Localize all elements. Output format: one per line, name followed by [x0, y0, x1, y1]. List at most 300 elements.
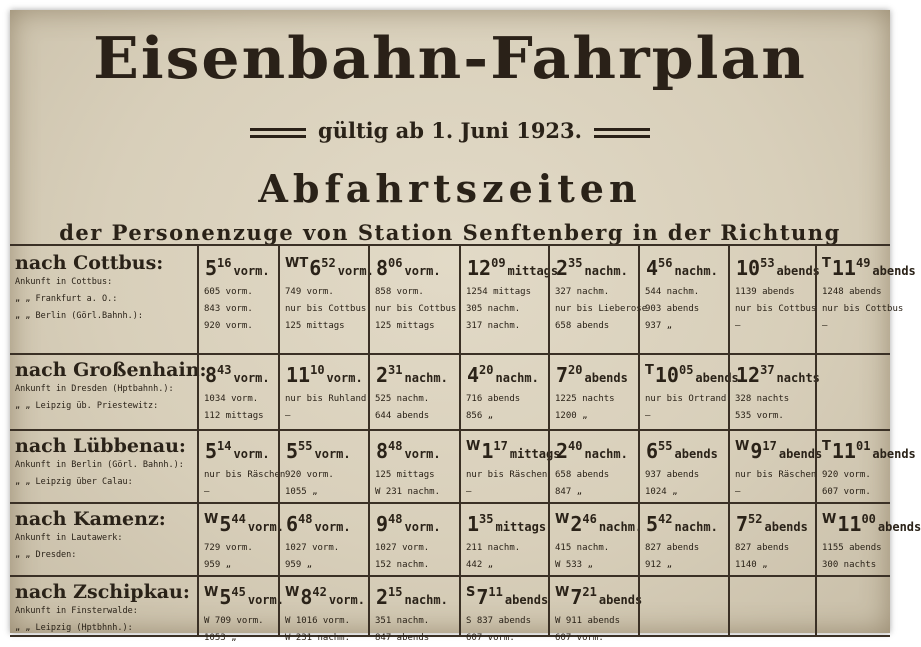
- time-of-day: vorm.: [314, 447, 351, 461]
- arrival-time: nur bis Lieberose: [555, 304, 648, 314]
- arrival-time: 607 vorm.: [466, 633, 515, 643]
- page-title: Eisenbahn-Fahrplan: [93, 25, 807, 93]
- arrival-time: 112 mittags: [204, 411, 264, 421]
- departure-hour: 8: [376, 439, 389, 463]
- departure-cell: [548, 502, 643, 575]
- departure-minute: 55: [658, 439, 673, 453]
- arrival-time: 300 nachts: [822, 560, 877, 570]
- departure-minute: 56: [658, 256, 673, 270]
- departure-cell: [459, 246, 559, 353]
- arrival-time: nur bis Räschen: [204, 470, 286, 480]
- arrival-time: 847 abends: [375, 633, 430, 643]
- departure-minute: 01: [855, 439, 871, 453]
- departure-time: [735, 585, 812, 613]
- destination-block: [15, 429, 193, 502]
- time-of-day: abends: [598, 593, 643, 607]
- departure-time: [285, 439, 365, 467]
- departure-time: [735, 512, 812, 540]
- departure-minute: 20: [479, 363, 494, 377]
- arrival-time: 1140 „: [735, 560, 768, 570]
- departure-cell: [197, 575, 284, 643]
- validity-line: [10, 118, 890, 143]
- arrival-time: —: [735, 487, 741, 497]
- departure-time: [375, 439, 456, 467]
- departure-hour: 12: [736, 363, 761, 387]
- departure-time: [555, 256, 635, 284]
- departure-hour: 7: [570, 585, 583, 609]
- arrival-time: 305 nachm.: [466, 304, 521, 314]
- service-mark: T: [645, 363, 654, 378]
- departure-minute: 11: [488, 585, 503, 599]
- arrival-time: 729 vorm.: [204, 543, 253, 553]
- arrival-time: —: [822, 321, 828, 331]
- time-of-day: abends: [764, 520, 808, 534]
- departure-minute: 45: [231, 585, 246, 599]
- departure-cell: [728, 575, 815, 635]
- departure-cell: [815, 575, 890, 635]
- timetable-row: [10, 353, 890, 431]
- departure-minute: 53: [760, 256, 775, 270]
- departure-time: [285, 256, 374, 284]
- arrival-time: S 837 abends: [466, 616, 532, 626]
- service-mark: W: [822, 512, 837, 527]
- departure-hour: 11: [831, 439, 856, 463]
- arrival-label: Ankunft in Dresden (Hptbahnh.):: [15, 384, 174, 394]
- departure-cell: [278, 353, 368, 429]
- departure-time: [555, 439, 635, 467]
- departure-minute: 48: [298, 512, 313, 526]
- arrival-time: 1254 mittags: [466, 287, 532, 297]
- arrival-time: 658 abends: [555, 470, 610, 480]
- arrival-time: W 1016 vorm.: [285, 616, 351, 626]
- arrival-label: Ankunft in Cottbus:: [15, 277, 113, 287]
- arrival-time: 1024 „: [645, 487, 678, 497]
- arrival-time: 843 vorm.: [204, 304, 253, 314]
- departure-hour: 8: [300, 585, 313, 609]
- arrival-label: „ „ Leipzig über Calau:: [15, 477, 133, 487]
- arrival-time: 1155 abends: [822, 543, 882, 553]
- arrival-time: 152 nachm.: [375, 560, 430, 570]
- departure-cell: [815, 429, 916, 502]
- departure-cell: [459, 353, 548, 429]
- arrival-time: nur bis Räschen: [735, 470, 817, 480]
- departure-time: [204, 585, 284, 613]
- departure-cell: [459, 502, 548, 575]
- arrival-time: 328 nachts: [735, 394, 790, 404]
- arrival-label: „ „ Leipzig (Hptbhnh.):: [15, 623, 133, 633]
- arrival-time: nur bis Cottbus: [735, 304, 817, 314]
- time-of-day: vorm.: [326, 371, 363, 385]
- departure-cell: [368, 575, 459, 643]
- departure-cell: [728, 246, 820, 353]
- arrival-time: W 231 nachm.: [285, 633, 351, 643]
- left-rule: [250, 128, 306, 138]
- timetable-row: [10, 429, 916, 504]
- time-of-day: nachm.: [584, 264, 628, 278]
- departure-hour: 7: [556, 363, 569, 387]
- service-mark: W: [555, 512, 570, 527]
- departure-time: [375, 585, 456, 613]
- departure-time: [822, 256, 916, 284]
- departure-hour: 9: [376, 512, 389, 536]
- arrival-time: W 533 „: [555, 560, 593, 570]
- departure-hour: 5: [219, 585, 232, 609]
- departure-minute: 10: [310, 363, 325, 377]
- arrival-time: 920 vorm.: [285, 470, 334, 480]
- departure-minute: 48: [388, 439, 403, 453]
- arrival-time: 856 „: [466, 411, 494, 421]
- departure-minute: 43: [217, 363, 232, 377]
- destination-block: [15, 575, 193, 635]
- arrival-time: 1027 vorm.: [375, 543, 430, 553]
- departure-cell: [368, 353, 459, 429]
- time-of-day: nachm.: [674, 264, 718, 278]
- arrival-time: 125 mittags: [375, 470, 435, 480]
- departure-hour: 9: [750, 439, 763, 463]
- departure-time: [735, 439, 823, 467]
- service-mark: W: [204, 512, 219, 527]
- time-of-day: nachm.: [404, 593, 448, 607]
- arrival-time: 525 nachm.: [375, 394, 430, 404]
- destination-block: [15, 246, 193, 353]
- arrival-time: 1139 abends: [735, 287, 795, 297]
- departure-hour: 11: [286, 363, 311, 387]
- arrival-time: 535 vorm.: [735, 411, 784, 421]
- time-of-day: abends: [877, 520, 921, 534]
- time-of-day: vorm.: [233, 371, 270, 385]
- time-of-day: vorm.: [233, 447, 270, 461]
- service-mark: W: [735, 439, 750, 454]
- departure-hour: 11: [831, 256, 856, 280]
- departure-minute: 21: [582, 585, 597, 599]
- departure-cell: [638, 429, 728, 502]
- arrival-time: 442 „: [466, 560, 494, 570]
- arrival-label: „ „ Leipzig üb. Priestewitz:: [15, 401, 159, 411]
- departure-cell: [459, 575, 549, 643]
- arrival-time: 920 vorm.: [204, 321, 253, 331]
- departure-hour: 5: [646, 512, 659, 536]
- departure-hour: 12: [467, 256, 492, 280]
- departure-hour: 4: [467, 363, 480, 387]
- departure-time: [822, 439, 916, 467]
- departure-time: [645, 439, 725, 467]
- departure-cell: [368, 502, 459, 575]
- arrival-time: 125 mittags: [375, 321, 435, 331]
- departure-time: [822, 585, 887, 613]
- arrival-label: „ „ Frankfurt a. O.:: [15, 294, 118, 304]
- arrival-time: 1027 vorm.: [285, 543, 340, 553]
- departure-time: [822, 512, 921, 540]
- arrival-time: 1055 „: [285, 487, 318, 497]
- departure-hour: 5: [219, 512, 232, 536]
- time-of-day: nachm.: [598, 520, 643, 534]
- destination-block: [15, 502, 193, 575]
- departure-hour: 6: [286, 512, 299, 536]
- arrival-time: nur bis Cottbus: [822, 304, 904, 314]
- time-of-day: vorm.: [404, 447, 441, 461]
- departure-cell: [459, 429, 561, 502]
- departure-cell: [548, 575, 643, 643]
- departure-cell: [278, 575, 368, 643]
- arrival-time: 351 nachm.: [375, 616, 430, 626]
- departure-cell: [638, 502, 728, 575]
- departure-cell: [278, 246, 374, 353]
- departure-minute: 17: [762, 439, 777, 453]
- time-of-day: mittags: [509, 447, 561, 461]
- departure-minute: 42: [658, 512, 673, 526]
- arrival-time: nur bis Ruhland: [285, 394, 367, 404]
- departure-hour: 10: [736, 256, 761, 280]
- time-of-day: abends: [872, 447, 916, 461]
- arrival-time: 1034 vorm.: [204, 394, 259, 404]
- departure-hour: 5: [205, 439, 218, 463]
- departure-hour: 2: [376, 363, 389, 387]
- arrival-time: 658 abends: [555, 321, 610, 331]
- arrival-time: nur bis Cottbus: [375, 304, 457, 314]
- departure-minute: 52: [748, 512, 763, 526]
- departure-minute: 14: [217, 439, 232, 453]
- arrival-label: „ „ Dresden:: [15, 550, 77, 560]
- arrival-time: 827 abends: [735, 543, 790, 553]
- departure-hour: 7: [476, 585, 489, 609]
- departure-minute: 17: [493, 439, 508, 453]
- departure-time: [645, 585, 725, 613]
- time-of-day: abends: [584, 371, 628, 385]
- time-of-day: abends: [504, 593, 549, 607]
- time-of-day: abends: [674, 447, 718, 461]
- time-of-day: vorm.: [247, 593, 284, 607]
- departure-minute: 48: [388, 512, 403, 526]
- departure-time: [466, 363, 545, 391]
- arrival-time: 903 abends: [645, 304, 700, 314]
- departure-cell: [638, 353, 739, 429]
- departure-minute: 31: [388, 363, 403, 377]
- departure-minute: 35: [568, 256, 583, 270]
- arrival-time: 716 abends: [466, 394, 521, 404]
- arrival-time: nur bis Ortrand: [645, 394, 727, 404]
- departure-minute: 15: [388, 585, 403, 599]
- arrival-time: 920 vorm.: [822, 470, 871, 480]
- departure-time: [285, 585, 365, 613]
- service-mark: T: [822, 439, 831, 454]
- timetable-grid: [10, 244, 921, 643]
- timetable-row: [10, 575, 890, 643]
- departure-cell: [368, 246, 459, 353]
- time-of-day: vorm.: [404, 520, 441, 534]
- departure-minute: 42: [312, 585, 327, 599]
- arrival-time: 1200 „: [555, 411, 588, 421]
- departure-hour: 4: [646, 256, 659, 280]
- departure-cell: [197, 429, 286, 502]
- time-of-day: vorm.: [233, 264, 270, 278]
- departure-minute: 20: [568, 363, 583, 377]
- destination-name: nach Kamenz:: [15, 508, 166, 530]
- arrival-time: —: [645, 411, 651, 421]
- arrival-time: —: [735, 321, 741, 331]
- destination-name: nach Lübbenau:: [15, 435, 186, 457]
- arrival-time: 544 nachm.: [645, 287, 700, 297]
- arrival-time: —: [285, 411, 291, 421]
- departure-time: [735, 363, 820, 391]
- arrival-time: 125 mittags: [285, 321, 345, 331]
- departure-time: [466, 585, 549, 613]
- departure-minute: 16: [217, 256, 232, 270]
- departure-time: [204, 439, 275, 467]
- departure-time: [375, 256, 456, 284]
- departure-cell: [638, 575, 728, 635]
- departure-time: [375, 512, 456, 540]
- departure-hour: 8: [205, 363, 218, 387]
- departure-hour: 5: [205, 256, 218, 280]
- time-of-day: vorm.: [328, 593, 365, 607]
- departure-minute: 55: [298, 439, 313, 453]
- departure-cell: [197, 502, 284, 575]
- departure-hour: 1: [481, 439, 494, 463]
- time-of-day: nachts: [776, 371, 820, 385]
- departure-minute: 05: [678, 363, 694, 377]
- departure-time: [822, 363, 887, 391]
- departure-time: [204, 512, 284, 540]
- service-mark: W: [466, 439, 481, 454]
- arrival-time: —: [466, 487, 472, 497]
- time-of-day: nachm.: [584, 447, 628, 461]
- departure-time: [285, 512, 365, 540]
- departure-hour: 2: [376, 585, 389, 609]
- arrival-label: Ankunft in Berlin (Görl. Bahnh.):: [15, 460, 184, 470]
- departure-time: [204, 256, 275, 284]
- destination-name: nach Cottbus:: [15, 252, 164, 274]
- time-of-day: mittags: [495, 520, 547, 534]
- departure-hour: 6: [309, 256, 322, 280]
- departure-minute: 06: [388, 256, 403, 270]
- arrival-time: 607 vorm.: [555, 633, 604, 643]
- arrival-time: 317 nachm.: [466, 321, 521, 331]
- departure-time: [645, 363, 739, 391]
- departure-time: [555, 363, 635, 391]
- departure-cell: [728, 353, 820, 429]
- departure-cell: [728, 429, 823, 502]
- departure-cell: [278, 429, 368, 502]
- departure-time: [375, 363, 456, 391]
- time-of-day: abends: [872, 264, 916, 278]
- arrival-time: 749 vorm.: [285, 287, 334, 297]
- arrival-time: nur bis Cottbus: [285, 304, 367, 314]
- departure-hour: 8: [376, 256, 389, 280]
- time-of-day: vorm.: [404, 264, 441, 278]
- service-mark: WT: [285, 256, 309, 271]
- time-of-day: abends: [695, 371, 739, 385]
- departure-minute: 00: [861, 512, 876, 526]
- departure-minute: 35: [479, 512, 494, 526]
- service-mark: W: [204, 585, 219, 600]
- service-mark: W: [555, 585, 570, 600]
- time-of-day: nachm.: [495, 371, 539, 385]
- departure-time: [555, 585, 643, 613]
- departure-time: [204, 363, 275, 391]
- departure-hour: 2: [556, 256, 569, 280]
- destination-name: nach Großenhain:: [15, 359, 207, 381]
- arrival-label: Ankunft in Finsterwalde:: [15, 606, 138, 616]
- departure-time: [285, 363, 365, 391]
- time-of-day: abends: [778, 447, 823, 461]
- arrival-time: 327 nachm.: [555, 287, 610, 297]
- section-subheading: der Personenzuge von Station Senftenberg in der Richtung: [59, 220, 841, 245]
- departure-hour: 2: [570, 512, 583, 536]
- departure-minute: 37: [760, 363, 775, 377]
- departure-hour: 5: [286, 439, 299, 463]
- arrival-time: 937 abends: [645, 470, 700, 480]
- arrival-label: „ „ Berlin (Görl.Bahnh.):: [15, 311, 143, 321]
- departure-cell: [815, 353, 890, 429]
- departure-time: [466, 512, 545, 540]
- arrival-time: 1053 „: [204, 633, 237, 643]
- time-of-day: vorm.: [337, 264, 374, 278]
- arrival-label: Ankunft in Lautawerk:: [15, 533, 123, 543]
- departure-cell: [197, 246, 278, 353]
- departure-cell: [548, 246, 648, 353]
- arrival-time: 415 nachm.: [555, 543, 610, 553]
- arrival-time: 1225 nachts: [555, 394, 615, 404]
- timetable-row: [10, 246, 916, 355]
- arrival-time: 1248 abends: [822, 287, 882, 297]
- arrival-time: 959 „: [204, 560, 232, 570]
- time-of-day: nachm.: [404, 371, 448, 385]
- section-heading: Abfahrtszeiten: [258, 166, 642, 211]
- departure-minute: 49: [855, 256, 871, 270]
- arrival-time: 607 vorm.: [822, 487, 871, 497]
- departure-hour: 7: [736, 512, 749, 536]
- time-of-day: vorm.: [314, 520, 351, 534]
- departure-cell: [815, 502, 921, 575]
- arrival-time: 959 „: [285, 560, 313, 570]
- right-rule: [594, 128, 650, 138]
- arrival-time: 847 „: [555, 487, 583, 497]
- arrival-time: 211 nachm.: [466, 543, 521, 553]
- arrival-time: 644 abends: [375, 411, 430, 421]
- departure-time: [645, 256, 725, 284]
- departure-hour: 1: [467, 512, 480, 536]
- arrival-time: —: [204, 487, 210, 497]
- arrival-time: 605 vorm.: [204, 287, 253, 297]
- departure-cell: [728, 502, 815, 575]
- departure-cell: [278, 502, 368, 575]
- departure-minute: 40: [568, 439, 583, 453]
- time-of-day: mittags: [507, 264, 559, 278]
- time-of-day: nachm.: [674, 520, 718, 534]
- arrival-time: W 911 abends: [555, 616, 621, 626]
- departure-cell: [638, 246, 728, 353]
- service-mark: S: [466, 585, 476, 600]
- arrival-time: W 231 nachm.: [375, 487, 441, 497]
- arrival-time: 912 „: [645, 560, 673, 570]
- departure-hour: 2: [556, 439, 569, 463]
- service-mark: T: [822, 256, 831, 271]
- departure-minute: 09: [491, 256, 506, 270]
- service-mark: W: [285, 585, 300, 600]
- departure-minute: 52: [321, 256, 336, 270]
- departure-hour: 10: [654, 363, 679, 387]
- departure-cell: [548, 353, 638, 429]
- departure-time: [466, 439, 561, 467]
- departure-minute: 46: [582, 512, 597, 526]
- timetable-row: [10, 502, 921, 577]
- arrival-time: 937 „: [645, 321, 673, 331]
- departure-cell: [368, 429, 459, 502]
- departure-time: [466, 256, 559, 284]
- arrival-time: 827 abends: [645, 543, 700, 553]
- arrival-time: 858 vorm.: [375, 287, 424, 297]
- departure-cell: [197, 353, 278, 429]
